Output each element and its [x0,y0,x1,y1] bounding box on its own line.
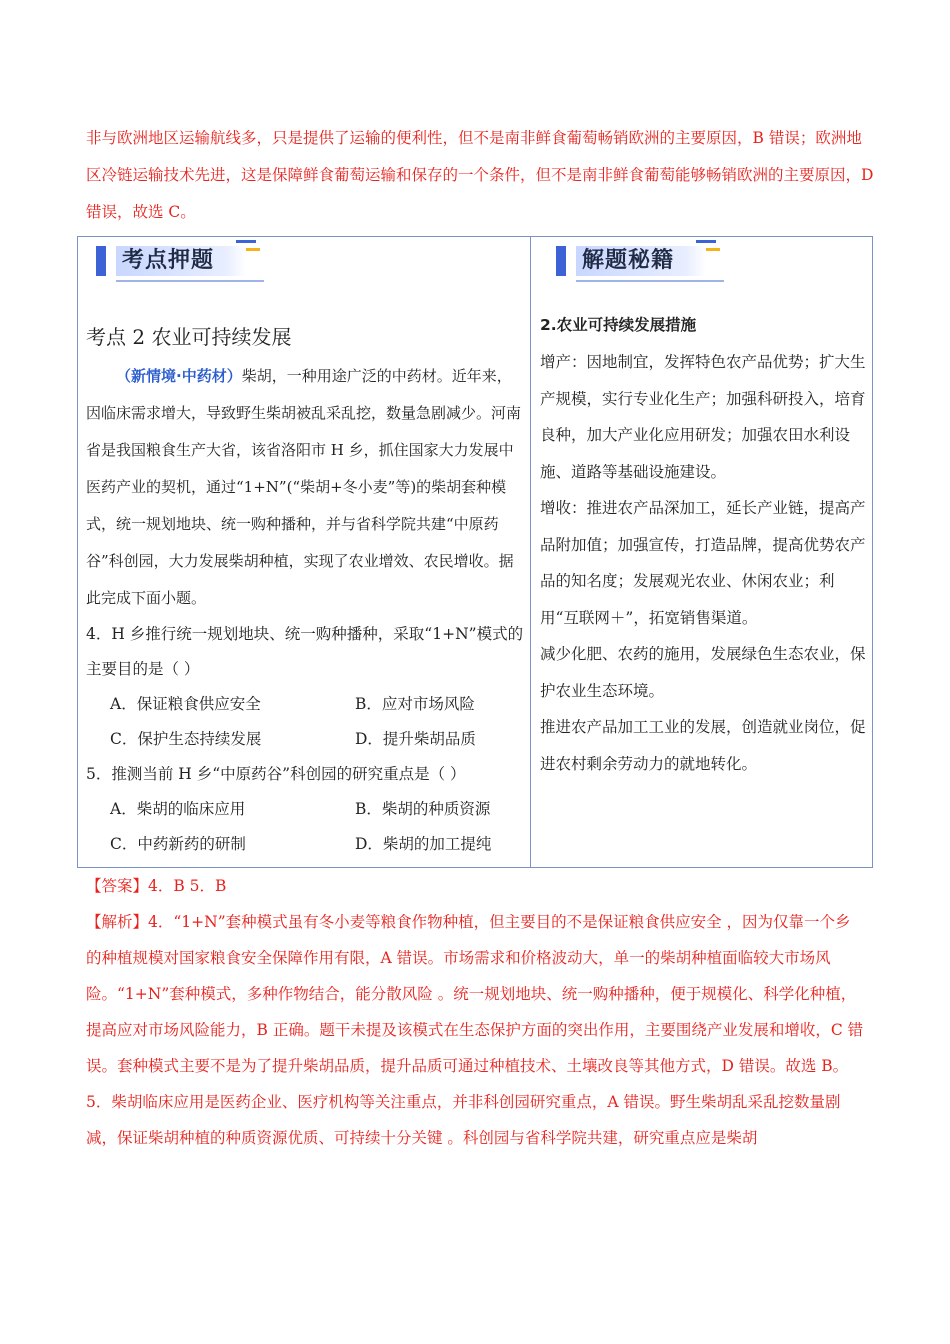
option-d: D．柴胡的加工提纯 [355,835,492,853]
option-b: B．柴胡的种质资源 [355,800,491,818]
tips-title: 2.农业可持续发展措施 [540,316,697,334]
question-4-stem: 4．H 乡推行统一规划地块、统一购种播种，采取“1+N”模式的主要目的是（ ） [86,625,524,678]
section-title: 考点 2 农业可持续发展 [86,325,292,349]
context-text: 柴胡，一种用途广泛的中药材。近年来，因临床需求增大，导致野生柴胡被乱采乱挖，数量急剧减少。河南省是我国粮食生产大省，该省洛阳市 H 乡，抓住国家大力发展中医药产业的契机，通过“1+N”(“柴胡+冬小麦”等)的柴胡套种模式，统一规划地块、统一购种播种，并与省科学院共建“中原药谷”科创园，大力发展柴胡种植，实现了农业增效、农民增收。据此完成下面小题。 [86,367,522,607]
banner-dash-icon [706,248,720,251]
tip-paragraph: 增产：因地制宜，发挥特色农产品优势；扩大生产规模，实行专业化生产；加强科研投入，培育良种，加大产业化应用研发；加强农田水利设施、道路等基础设施建设。 [540,353,866,481]
tip-paragraph: 减少化肥、农药的施用，发展绿色生态农业，保护农业生态环境。 [540,645,866,700]
analysis-5: 5．柴胡临床应用是医药企业、医疗机构等关注重点，并非科创园研究重点，A 错误。野生柴胡乱采乱挖数量剧减，保证柴胡种植的种质资源优质、可持续十分关键 。科创园与省科学院共建，研究重点应是柴胡 [86,1093,841,1147]
question-5-options [86,792,526,862]
tip-paragraph: 增收：推进农产品深加工，延长产业链，提高产品附加值；加强宣传，打造品牌，提高优势农产品的知名度；发展观光农业、休闲农业；利用“互联网＋”，拓宽销售渠道。 [540,499,866,627]
right-banner [556,240,726,284]
option-c: C．中药新药的研制 [110,835,246,853]
column-divider [530,236,531,868]
banner-bar-icon [556,246,566,276]
option-c: C．保护生态持续发展 [110,730,262,748]
tip-paragraph: 推进农产品加工工业的发展，创造就业岗位，促进农村剩余劳动力的就地转化。 [540,718,866,773]
tips-column [540,310,866,782]
question-5-stem: 5．推测当前 H 乡“中原药谷”科创园的研究重点是（ ） [86,765,466,783]
context-paragraph [86,358,526,617]
left-banner-label: 考点押题 [116,246,246,276]
question-4-options [86,687,526,757]
question-column [86,320,526,862]
option-b: B．应对市场风险 [355,695,475,713]
banner-dash-icon [236,240,256,243]
option-a: A．保证粮食供应安全 [110,695,261,713]
banner-dash-icon [246,248,260,251]
banner-underline [116,280,264,282]
banner-dash-icon [696,240,716,243]
banner-underline [576,280,724,282]
banner-bar-icon [96,246,106,276]
answer-section [86,868,866,1156]
option-a: A．柴胡的临床应用 [110,800,246,818]
previous-explanation: 非与欧洲地区运输航线多，只是提供了运输的便利性，但不是南非鲜食葡萄畅销欧洲的主要原因，B 错误；欧洲地区冷链运输技术先进，这是保障鲜食葡萄运输和保存的一个条件，但不是南非鲜食葡萄能够畅销欧洲的主要原因，D 错误，故选 C。 [86,129,874,221]
option-d: D．提升柴胡品质 [355,730,476,748]
left-banner [96,240,266,284]
answer-line: 【答案】4．B 5．B [86,877,227,895]
right-banner-label: 解题秘籍 [576,246,706,276]
analysis-4: 【解析】4．“1+N”套种模式虽有冬小麦等粮食作物种植，但主要目的不是保证粮食供应安全 ，因为仅靠一个乡的种植规模对国家粮食安全保障作用有限，A 错误。市场需求和价格波动大，单一的柴胡种植面临较大市场风险。“1+N”套种模式，多种作物结合，能分散风险 。统一规划地块、统一购种播种，便于规模化、科学化种植，提高应对市场风险能力，B 正确。题干未提及该模式在生态保护方面的突出作用，主要围绕产业发展和增收，C 错误。套种模式主要不是为了提升柴胡品质，提升品质可通过种植技术、土壤改良等其他方式，D 错误。故选 B。 [86,913,864,1075]
context-tag: （新情境·中药材） [116,367,242,385]
